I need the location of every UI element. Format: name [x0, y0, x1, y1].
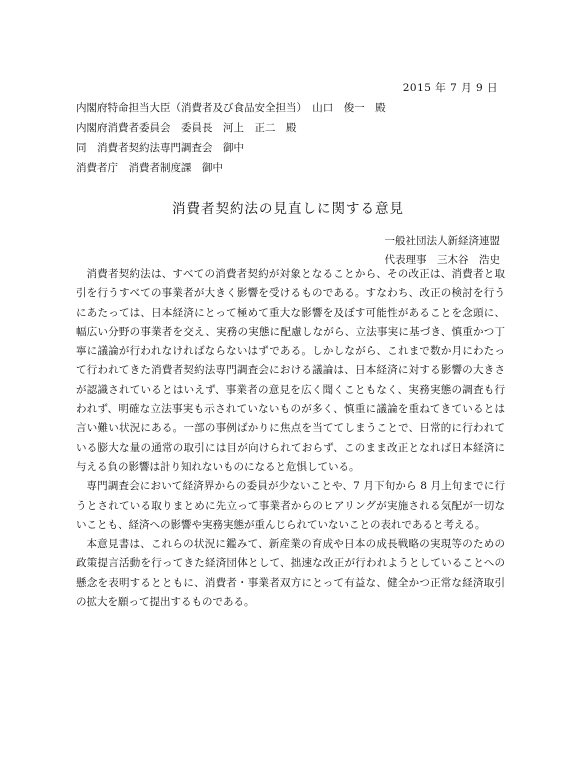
sender-organization: 一般社団法人新経済連盟	[384, 235, 500, 247]
body-paragraph: 消費者契約法は、すべての消費者契約が対象となることから、その改正は、消費者と取引を行うすべての事業者が大きく影響を受けるものである。すなわち、改正の検討を行うにあたっては、日本経済にとって極めて重大な影響を及ぼす可能性があることを念頭に、幅広い分野の事業者を交え、実務の実態に配慮しながら、立法事実に基づき、慎重かつ丁寧に議論が行われなければならないはずである。しかしながら、これまで数か月にわたって行われてきた消費者契約法専門調査会における議論は、日本経済に対する影響の大きさが認識されているとはいえず、事業者の意見を広く聞くこともなく、実務実態の調査も行われず、明確な立法事実も示されていないものが多く、慎重に議論を重ねてきているとは言い難い状況にある。一部の事例ばかりに焦点を当ててしまうことで、日常的に行われている膨大な量の通常の取引には目が向けられておらず、このまま改正となれば日本経済に与える負の影響は計り知れないものになると危惧している。	[76, 268, 505, 473]
document-title: 消費者契約法の見直しに関する意見	[172, 201, 404, 217]
body-paragraph: 本意見書は、これらの状況に鑑みて、新産業の育成や日本の成長戦略の実現等のための政策提言活動を行ってきた経済団体として、拙速な改正が行われようとしていることへの懸念を表明するとともに、消費者・事業者双方にとって有益な、健全かつ正常な経済取引の拡大を願って提出するものである。	[76, 538, 505, 609]
body-paragraph: 専門調査会において経済界からの委員が少ないことや、7 月下旬から 8 月上旬までに行うとされている取りまとめに先立って事業者からのヒアリングが実施される気配が一切ないことも、経済への影響や実務実態が重んじられていないことの表れであると考える。	[76, 480, 505, 531]
sender-representative: 代表理事 三木谷 浩史	[384, 254, 500, 266]
addressee-list	[76, 98, 506, 178]
document-date: 2015 年 7 月 9 日	[402, 82, 498, 94]
addressee-line: 内閣府消費者委員会 委員長 河上 正二 殿	[76, 122, 297, 134]
addressee-line: 同 消費者契約法専門調査会 御中	[76, 142, 244, 154]
addressee-line: 内閣府特命担当大臣（消費者及び食品安全担当） 山口 俊一 殿	[76, 102, 386, 114]
document-body	[76, 265, 505, 612]
addressee-line: 消費者庁 消費者制度課 御中	[76, 162, 223, 174]
